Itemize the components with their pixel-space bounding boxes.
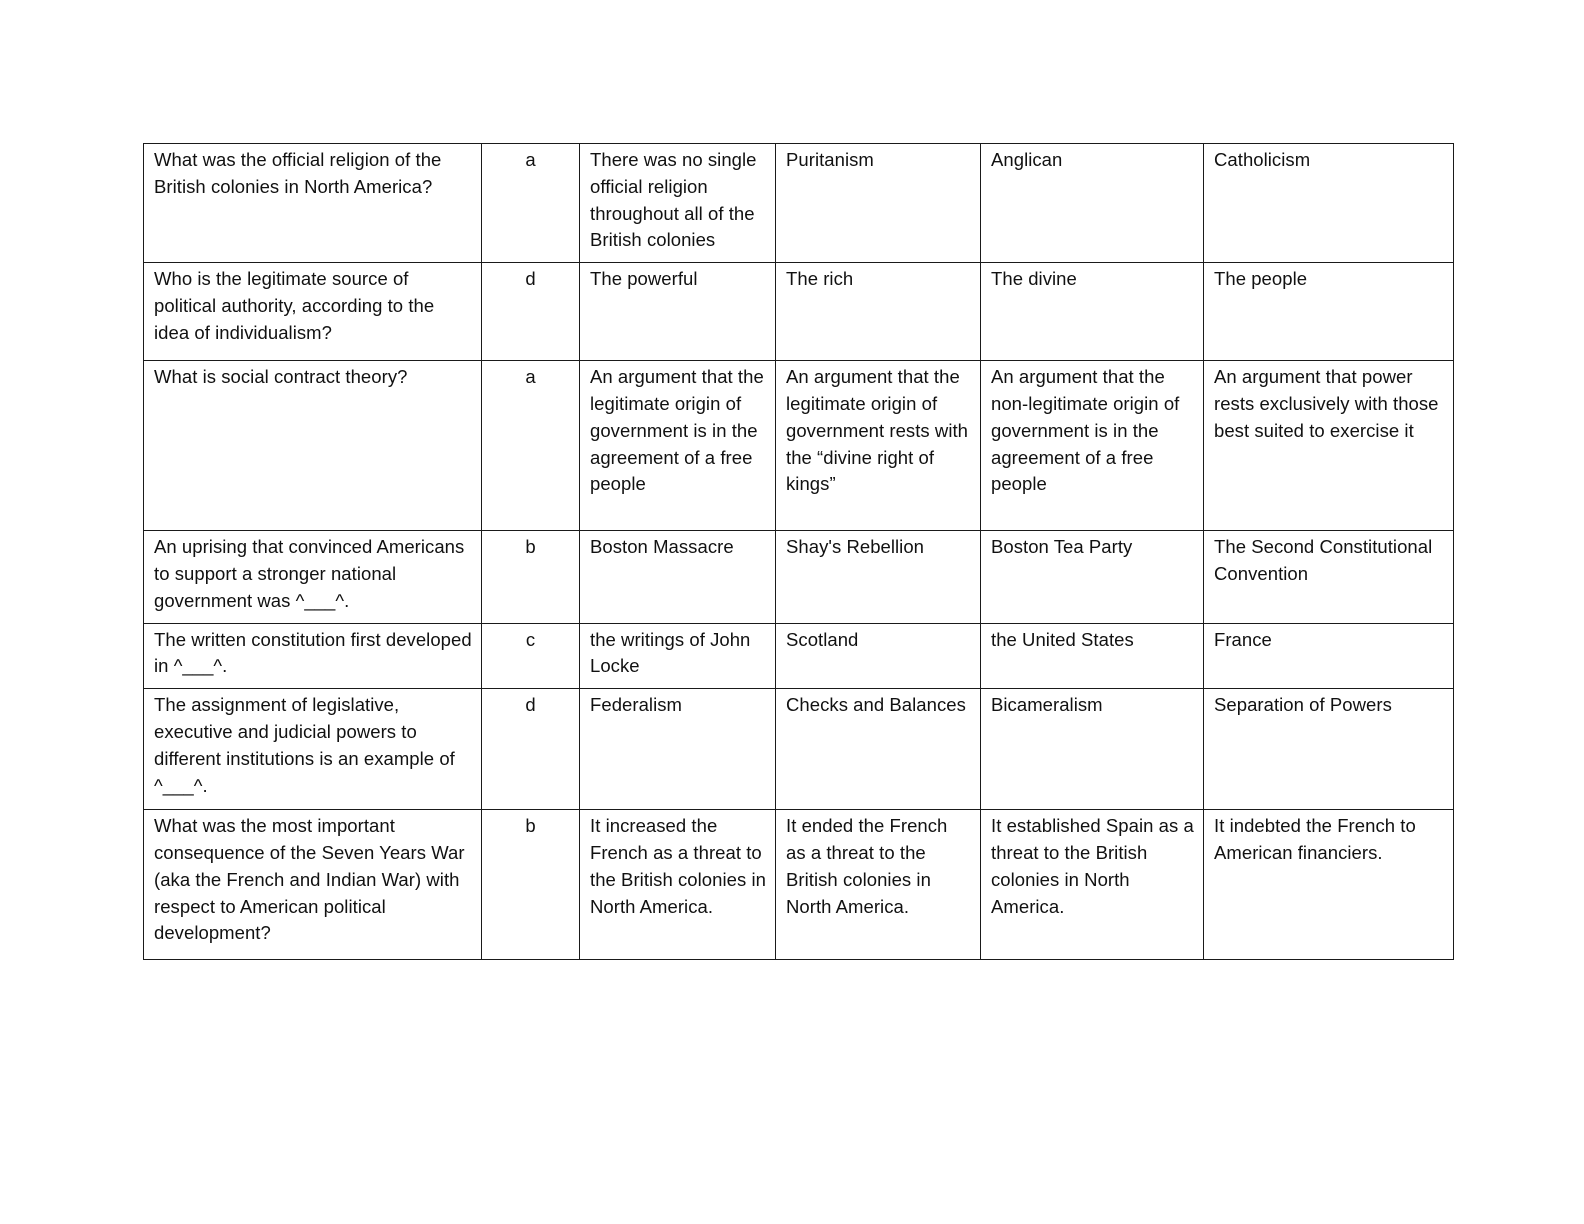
question-cell: What is social contract theory?	[144, 361, 482, 531]
option-c-cell: Bicameralism	[981, 689, 1204, 810]
option-d-cell: France	[1204, 623, 1454, 689]
answer-key-cell: b	[482, 531, 580, 623]
option-d-cell: The Second Constitutional Convention	[1204, 531, 1454, 623]
option-c-cell: An argument that the non-legitimate origin of government is in the agreement of a free people	[981, 361, 1204, 531]
option-c-cell: the United States	[981, 623, 1204, 689]
option-c-cell: Anglican	[981, 144, 1204, 263]
option-b-cell: Shay's Rebellion	[776, 531, 981, 623]
option-a-cell: Federalism	[580, 689, 776, 810]
option-c-cell: It established Spain as a threat to the British colonies in North America.	[981, 810, 1204, 960]
option-a-cell: The powerful	[580, 263, 776, 361]
table-row	[144, 144, 1454, 263]
question-cell: What was the official religion of the British colonies in North America?	[144, 144, 482, 263]
question-cell: The assignment of legislative, executive and judicial powers to different institutions is an example of ^___^.	[144, 689, 482, 810]
option-a-cell: the writings of John Locke	[580, 623, 776, 689]
option-a-cell: There was no single official religion throughout all of the British colonies	[580, 144, 776, 263]
option-b-cell: Puritanism	[776, 144, 981, 263]
option-b-cell: Scotland	[776, 623, 981, 689]
answer-key-cell: c	[482, 623, 580, 689]
quiz-table	[143, 143, 1454, 960]
answer-key-cell: d	[482, 263, 580, 361]
question-cell: The written constitution first developed in ^___^.	[144, 623, 482, 689]
option-d-cell: Separation of Powers	[1204, 689, 1454, 810]
table-row	[144, 810, 1454, 960]
table-row	[144, 623, 1454, 689]
option-b-cell: The rich	[776, 263, 981, 361]
option-a-cell: Boston Massacre	[580, 531, 776, 623]
answer-key-cell: a	[482, 361, 580, 531]
table-row	[144, 361, 1454, 531]
table-row	[144, 689, 1454, 810]
option-d-cell: It indebted the French to American financiers.	[1204, 810, 1454, 960]
option-b-cell: Checks and Balances	[776, 689, 981, 810]
option-d-cell: The people	[1204, 263, 1454, 361]
option-d-cell: An argument that power rests exclusively with those best suited to exercise it	[1204, 361, 1454, 531]
answer-key-cell: a	[482, 144, 580, 263]
option-c-cell: Boston Tea Party	[981, 531, 1204, 623]
table-row	[144, 263, 1454, 361]
option-c-cell: The divine	[981, 263, 1204, 361]
question-cell: An uprising that convinced Americans to support a stronger national government was ^___^.	[144, 531, 482, 623]
table-row	[144, 531, 1454, 623]
option-b-cell: It ended the French as a threat to the British colonies in North America.	[776, 810, 981, 960]
option-d-cell: Catholicism	[1204, 144, 1454, 263]
question-cell: Who is the legitimate source of political authority, according to the idea of individualism?	[144, 263, 482, 361]
answer-key-cell: d	[482, 689, 580, 810]
option-b-cell: An argument that the legitimate origin of government rests with the “divine right of kings”	[776, 361, 981, 531]
option-a-cell: An argument that the legitimate origin of government is in the agreement of a free people	[580, 361, 776, 531]
answer-key-cell: b	[482, 810, 580, 960]
option-a-cell: It increased the French as a threat to the British colonies in North America.	[580, 810, 776, 960]
question-cell: What was the most important consequence of the Seven Years War (aka the French and Indian War) with respect to American political development?	[144, 810, 482, 960]
